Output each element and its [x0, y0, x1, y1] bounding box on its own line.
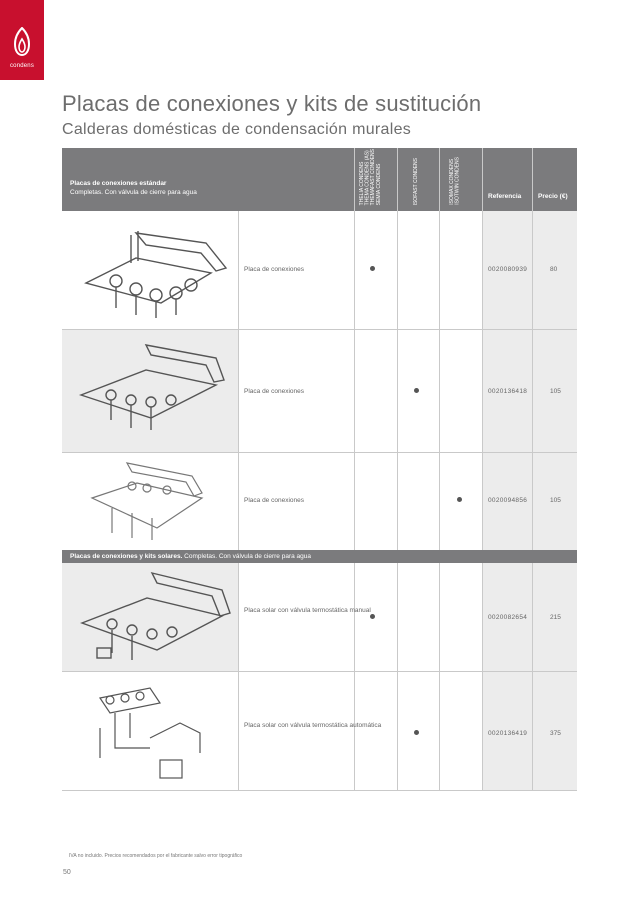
column-header-isomax: ISOMAX CONDENS ISOTWIN CONDENS: [449, 157, 461, 205]
solar-plate-image: [72, 568, 232, 668]
grid-line: [482, 148, 483, 791]
brand-logo: [0, 0, 44, 80]
footnote: IVA no incluido. Precios recomendados por el fabricante salvo error tipográfico: [69, 853, 243, 859]
product-description: Placa de conexiones: [244, 497, 304, 504]
brand-name: condens: [9, 63, 35, 69]
solar-section-title: Placas de conexiones y kits solares.: [70, 553, 183, 560]
product-reference: 0020136419: [488, 730, 528, 737]
connection-plate-image: [76, 340, 228, 440]
connection-plate-image: [76, 223, 228, 323]
product-description: Placa solar con válvula termostática automática: [244, 722, 382, 729]
compat-mark: [370, 614, 375, 619]
grid-line: [439, 148, 440, 791]
solar-kit-image: [90, 678, 220, 786]
grid-line: [397, 148, 398, 791]
product-description: Placa de conexiones: [244, 388, 304, 395]
row-divider: [62, 452, 577, 453]
product-reference: 0020080939: [488, 266, 528, 273]
compat-mark: [414, 388, 419, 393]
solar-section-subtitle: Completas. Con válvula de cierre para agua: [182, 553, 312, 560]
table-header: [62, 148, 577, 211]
product-reference: 0020094856: [488, 497, 528, 504]
grid-line: [532, 148, 533, 791]
column-header-thelia: THELIA CONDENS THEMA CONDENS (AS) THEMAFAST CONDENS SEMIA CONDENS: [359, 148, 382, 205]
row-divider: [62, 329, 577, 330]
grid-line: [238, 211, 239, 791]
grid-line: [354, 148, 355, 791]
column-header-price: Precio (€): [538, 193, 568, 200]
product-price: 375: [550, 730, 561, 737]
page-title: Placas de conexiones y kits de sustitución: [62, 91, 482, 116]
compat-mark: [414, 730, 419, 735]
product-reference: 0020136418: [488, 388, 528, 395]
page-number: 50: [63, 869, 71, 876]
product-description: Placa de conexiones: [244, 266, 304, 273]
flame-logo-icon: [13, 27, 31, 57]
column-header-reference: Referencia: [488, 193, 522, 200]
product-price: 215: [550, 614, 561, 621]
product-reference: 0020082654: [488, 614, 528, 621]
product-price: 105: [550, 388, 561, 395]
header-section-subtitle: Completas. Con válvula de cierre para agua: [70, 189, 197, 196]
products-table: [62, 148, 577, 791]
connection-plate-image: [82, 458, 227, 548]
product-description: Placa solar con válvula termostática manual: [244, 607, 371, 614]
solar-section-header: [62, 550, 577, 563]
product-price: 105: [550, 497, 561, 504]
compat-mark: [457, 497, 462, 502]
page-subtitle: Calderas domésticas de condensación murales: [62, 121, 412, 138]
column-header-isofast: ISOFAST CONDENS: [413, 157, 419, 205]
compat-mark: [370, 266, 375, 271]
product-price: 80: [550, 266, 558, 273]
row-divider: [62, 790, 577, 791]
header-section-title: Placas de conexiones estándar: [70, 180, 167, 187]
row-divider: [62, 671, 577, 672]
